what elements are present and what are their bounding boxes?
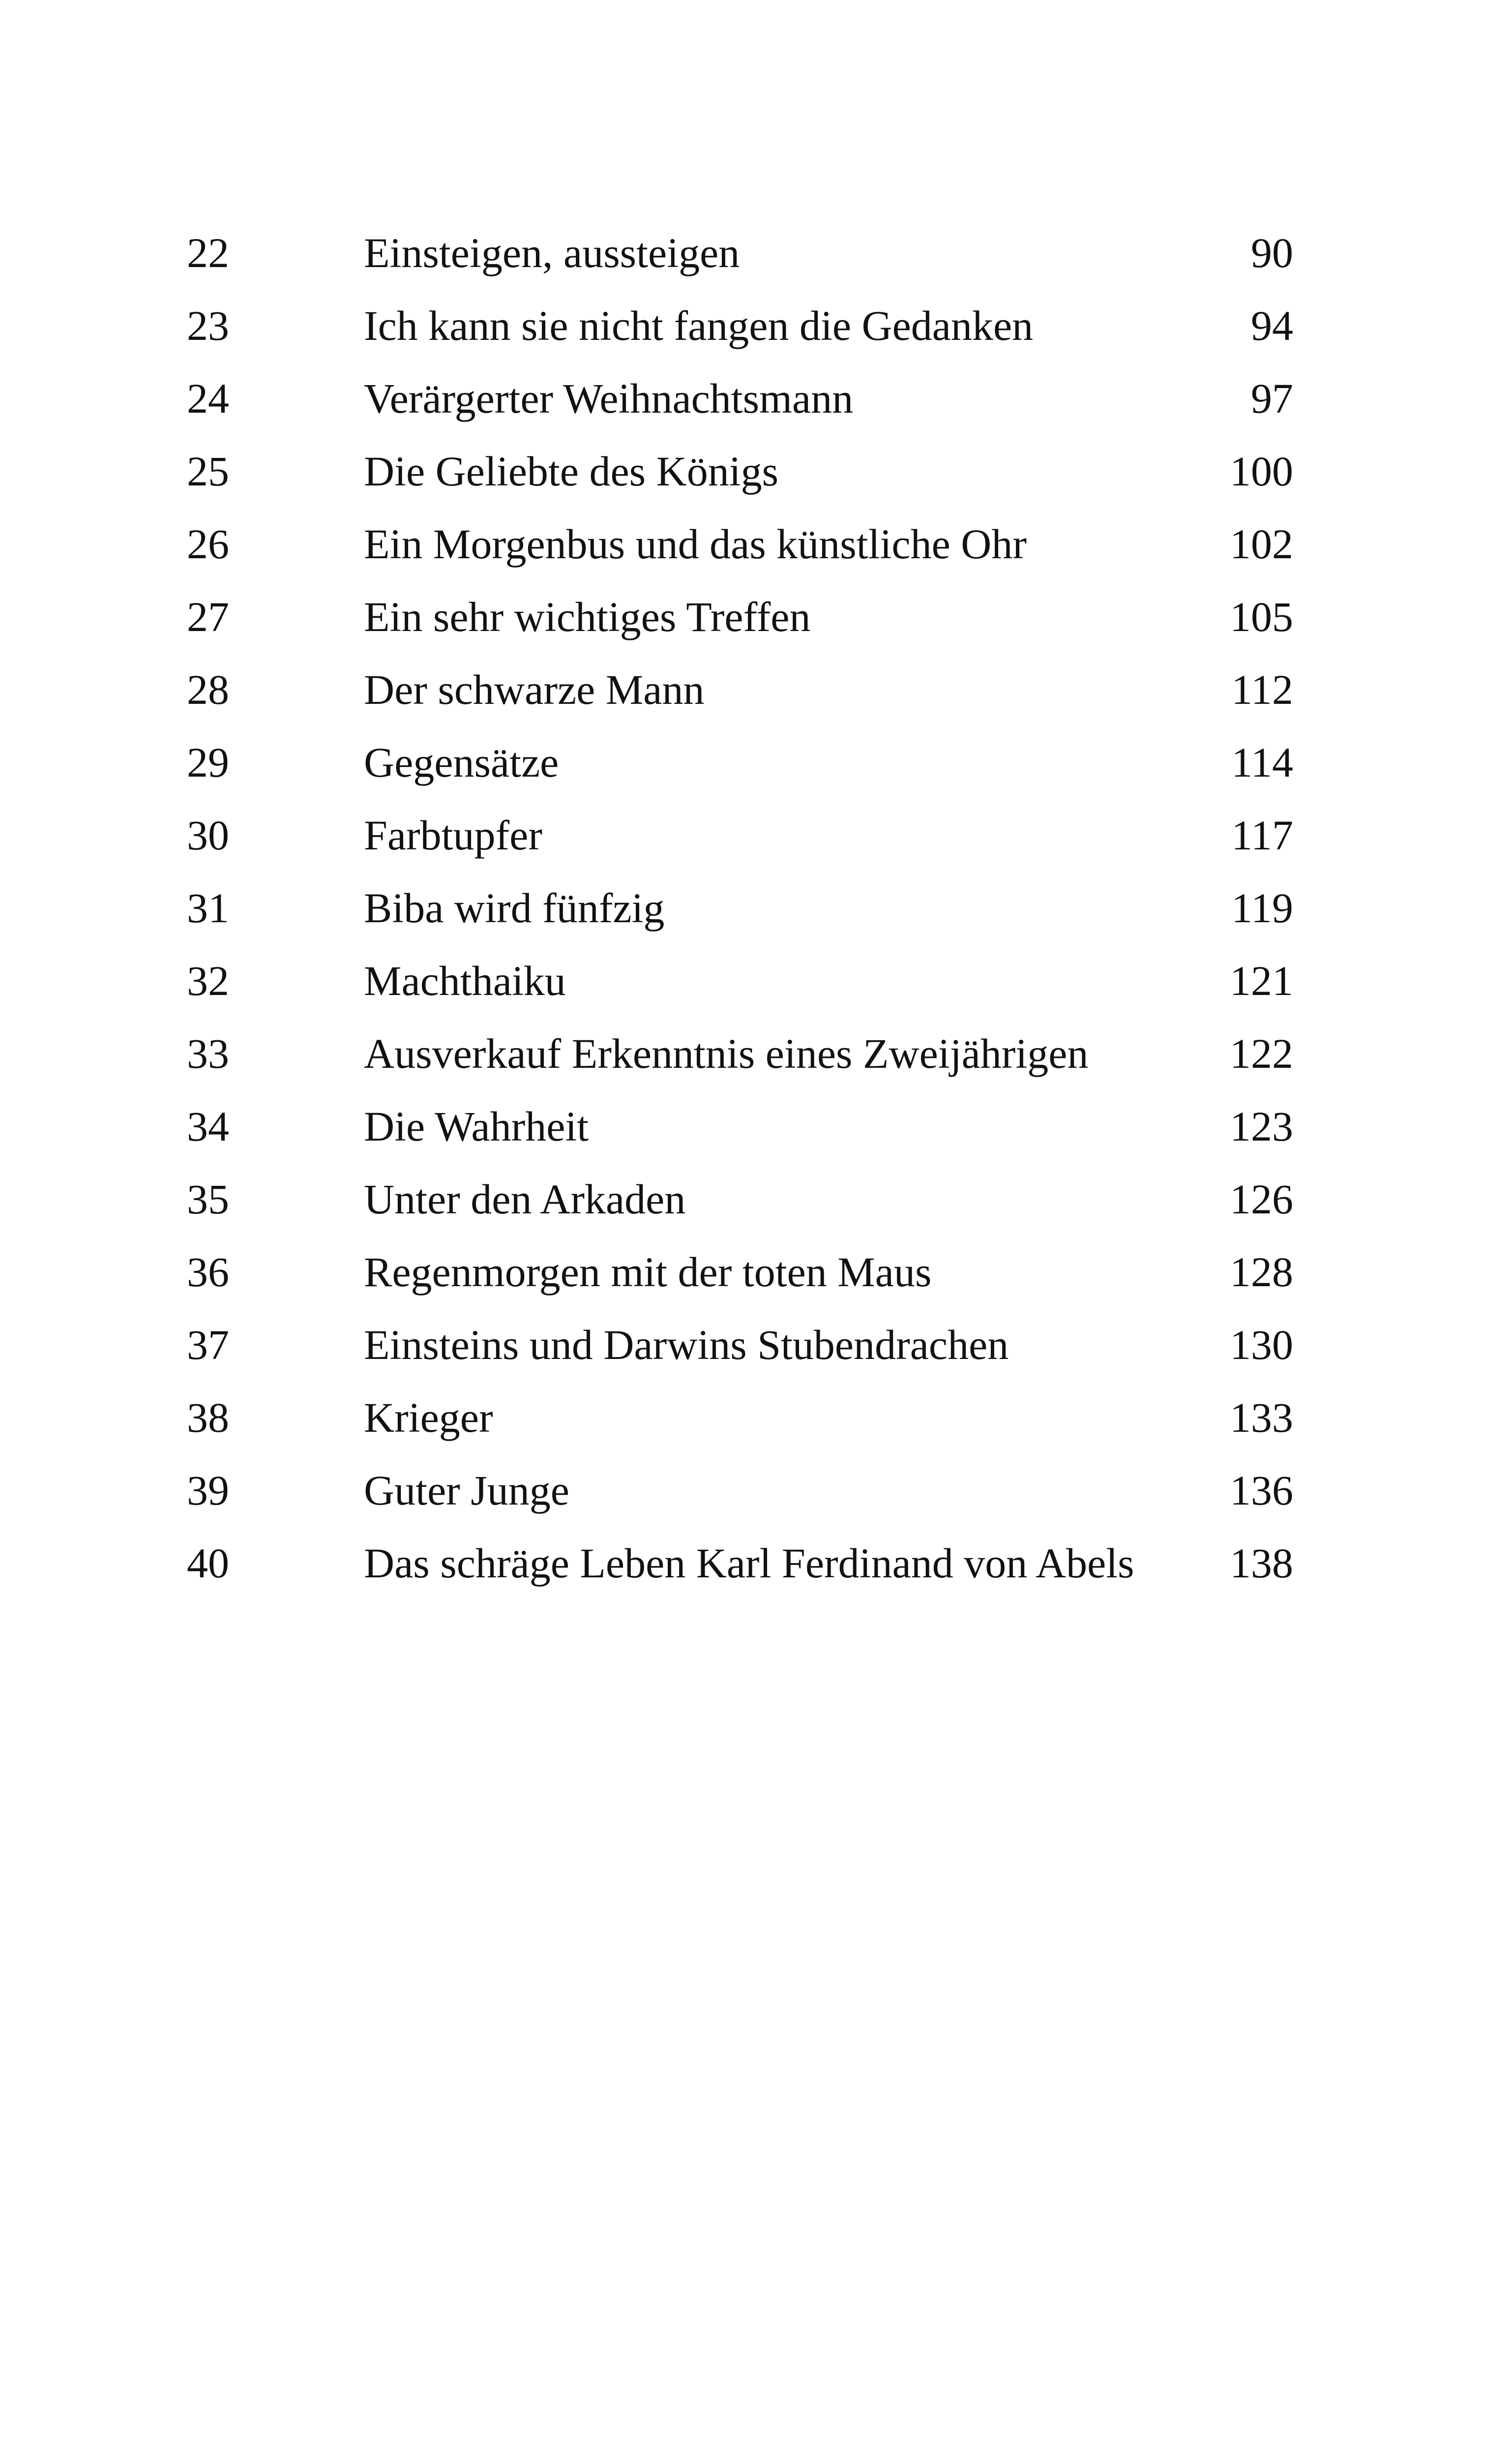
chapter-number: 40	[187, 1539, 229, 1587]
toc-entry	[187, 726, 1293, 799]
chapter-title: Ausverkauf Erkenntnis eines Zweijährigen	[364, 1030, 1089, 1077]
page-number: 128	[1230, 1248, 1293, 1296]
chapter-title: Machthaiku	[364, 957, 566, 1004]
page-number: 138	[1230, 1539, 1293, 1587]
chapter-title: Unter den Arkaden	[364, 1176, 686, 1223]
chapter-title: Biba wird fünfzig	[364, 884, 665, 932]
chapter-number: 24	[187, 375, 229, 422]
chapter-title: Ich kann sie nicht fangen die Gedanken	[364, 302, 1034, 349]
chapter-title: Das schräge Leben Karl Ferdinand von Abels	[364, 1539, 1134, 1587]
chapter-number: 29	[187, 739, 229, 786]
page-number: 114	[1231, 739, 1293, 786]
chapter-title: Die Geliebte des Königs	[364, 448, 779, 495]
page-number: 94	[1251, 302, 1293, 349]
toc-entry	[187, 1236, 1293, 1308]
chapter-title: Der schwarze Mann	[364, 666, 705, 713]
page-number: 117	[1231, 812, 1293, 859]
page-number: 133	[1230, 1394, 1293, 1441]
chapter-number: 33	[187, 1030, 229, 1077]
page-number: 126	[1230, 1176, 1293, 1223]
page-number: 119	[1231, 884, 1293, 932]
chapter-title: Ein Morgenbus und das künstliche Ohr	[364, 520, 1027, 568]
toc-entry	[187, 872, 1293, 944]
page-number: 121	[1230, 957, 1293, 1004]
chapter-number: 25	[187, 448, 229, 495]
chapter-title: Einsteigen, aussteigen	[364, 229, 740, 276]
chapter-title: Gegensätze	[364, 739, 559, 786]
chapter-number: 39	[187, 1467, 229, 1514]
chapter-number: 26	[187, 520, 229, 568]
page-number: 100	[1230, 448, 1293, 495]
toc-entry	[187, 1381, 1293, 1454]
page-number: 102	[1230, 520, 1293, 568]
chapter-number: 28	[187, 666, 229, 713]
page-number: 112	[1231, 666, 1293, 713]
chapter-number: 30	[187, 812, 229, 859]
chapter-number: 27	[187, 593, 229, 640]
toc-entry	[187, 289, 1293, 362]
toc-entry	[187, 1308, 1293, 1381]
toc-entry	[187, 653, 1293, 726]
chapter-title: Regenmorgen mit der toten Maus	[364, 1248, 932, 1296]
chapter-number: 37	[187, 1321, 229, 1368]
table-of-contents	[187, 216, 1293, 1599]
toc-entry	[187, 944, 1293, 1017]
toc-entry	[187, 1454, 1293, 1527]
toc-entry	[187, 362, 1293, 435]
chapter-title: Einsteins und Darwins Stubendrachen	[364, 1321, 1009, 1368]
chapter-title: Farbtupfer	[364, 812, 542, 859]
chapter-number: 23	[187, 302, 229, 349]
chapter-title: Guter Junge	[364, 1467, 569, 1514]
page-number: 97	[1251, 375, 1293, 422]
page-number: 122	[1230, 1030, 1293, 1077]
toc-entry	[187, 216, 1293, 289]
page-number: 90	[1251, 229, 1293, 276]
chapter-number: 35	[187, 1176, 229, 1223]
toc-entry	[187, 1017, 1293, 1090]
chapter-title: Verärgerter Weihnachtsmann	[364, 375, 854, 422]
toc-entry	[187, 799, 1293, 872]
page-number: 130	[1230, 1321, 1293, 1368]
chapter-number: 38	[187, 1394, 229, 1441]
chapter-number: 31	[187, 884, 229, 932]
chapter-number: 22	[187, 229, 229, 276]
toc-entry	[187, 1163, 1293, 1236]
chapter-title: Die Wahrheit	[364, 1103, 589, 1150]
toc-entry	[187, 1090, 1293, 1163]
toc-entry	[187, 1527, 1293, 1599]
chapter-title: Ein sehr wichtiges Treffen	[364, 593, 811, 640]
toc-entry	[187, 580, 1293, 653]
chapter-number: 36	[187, 1248, 229, 1296]
chapter-number: 34	[187, 1103, 229, 1150]
page-number: 123	[1230, 1103, 1293, 1150]
chapter-number: 32	[187, 957, 229, 1004]
page-number: 105	[1230, 593, 1293, 640]
page-number: 136	[1230, 1467, 1293, 1514]
toc-entry	[187, 435, 1293, 508]
chapter-title: Krieger	[364, 1394, 493, 1441]
toc-entry	[187, 508, 1293, 580]
